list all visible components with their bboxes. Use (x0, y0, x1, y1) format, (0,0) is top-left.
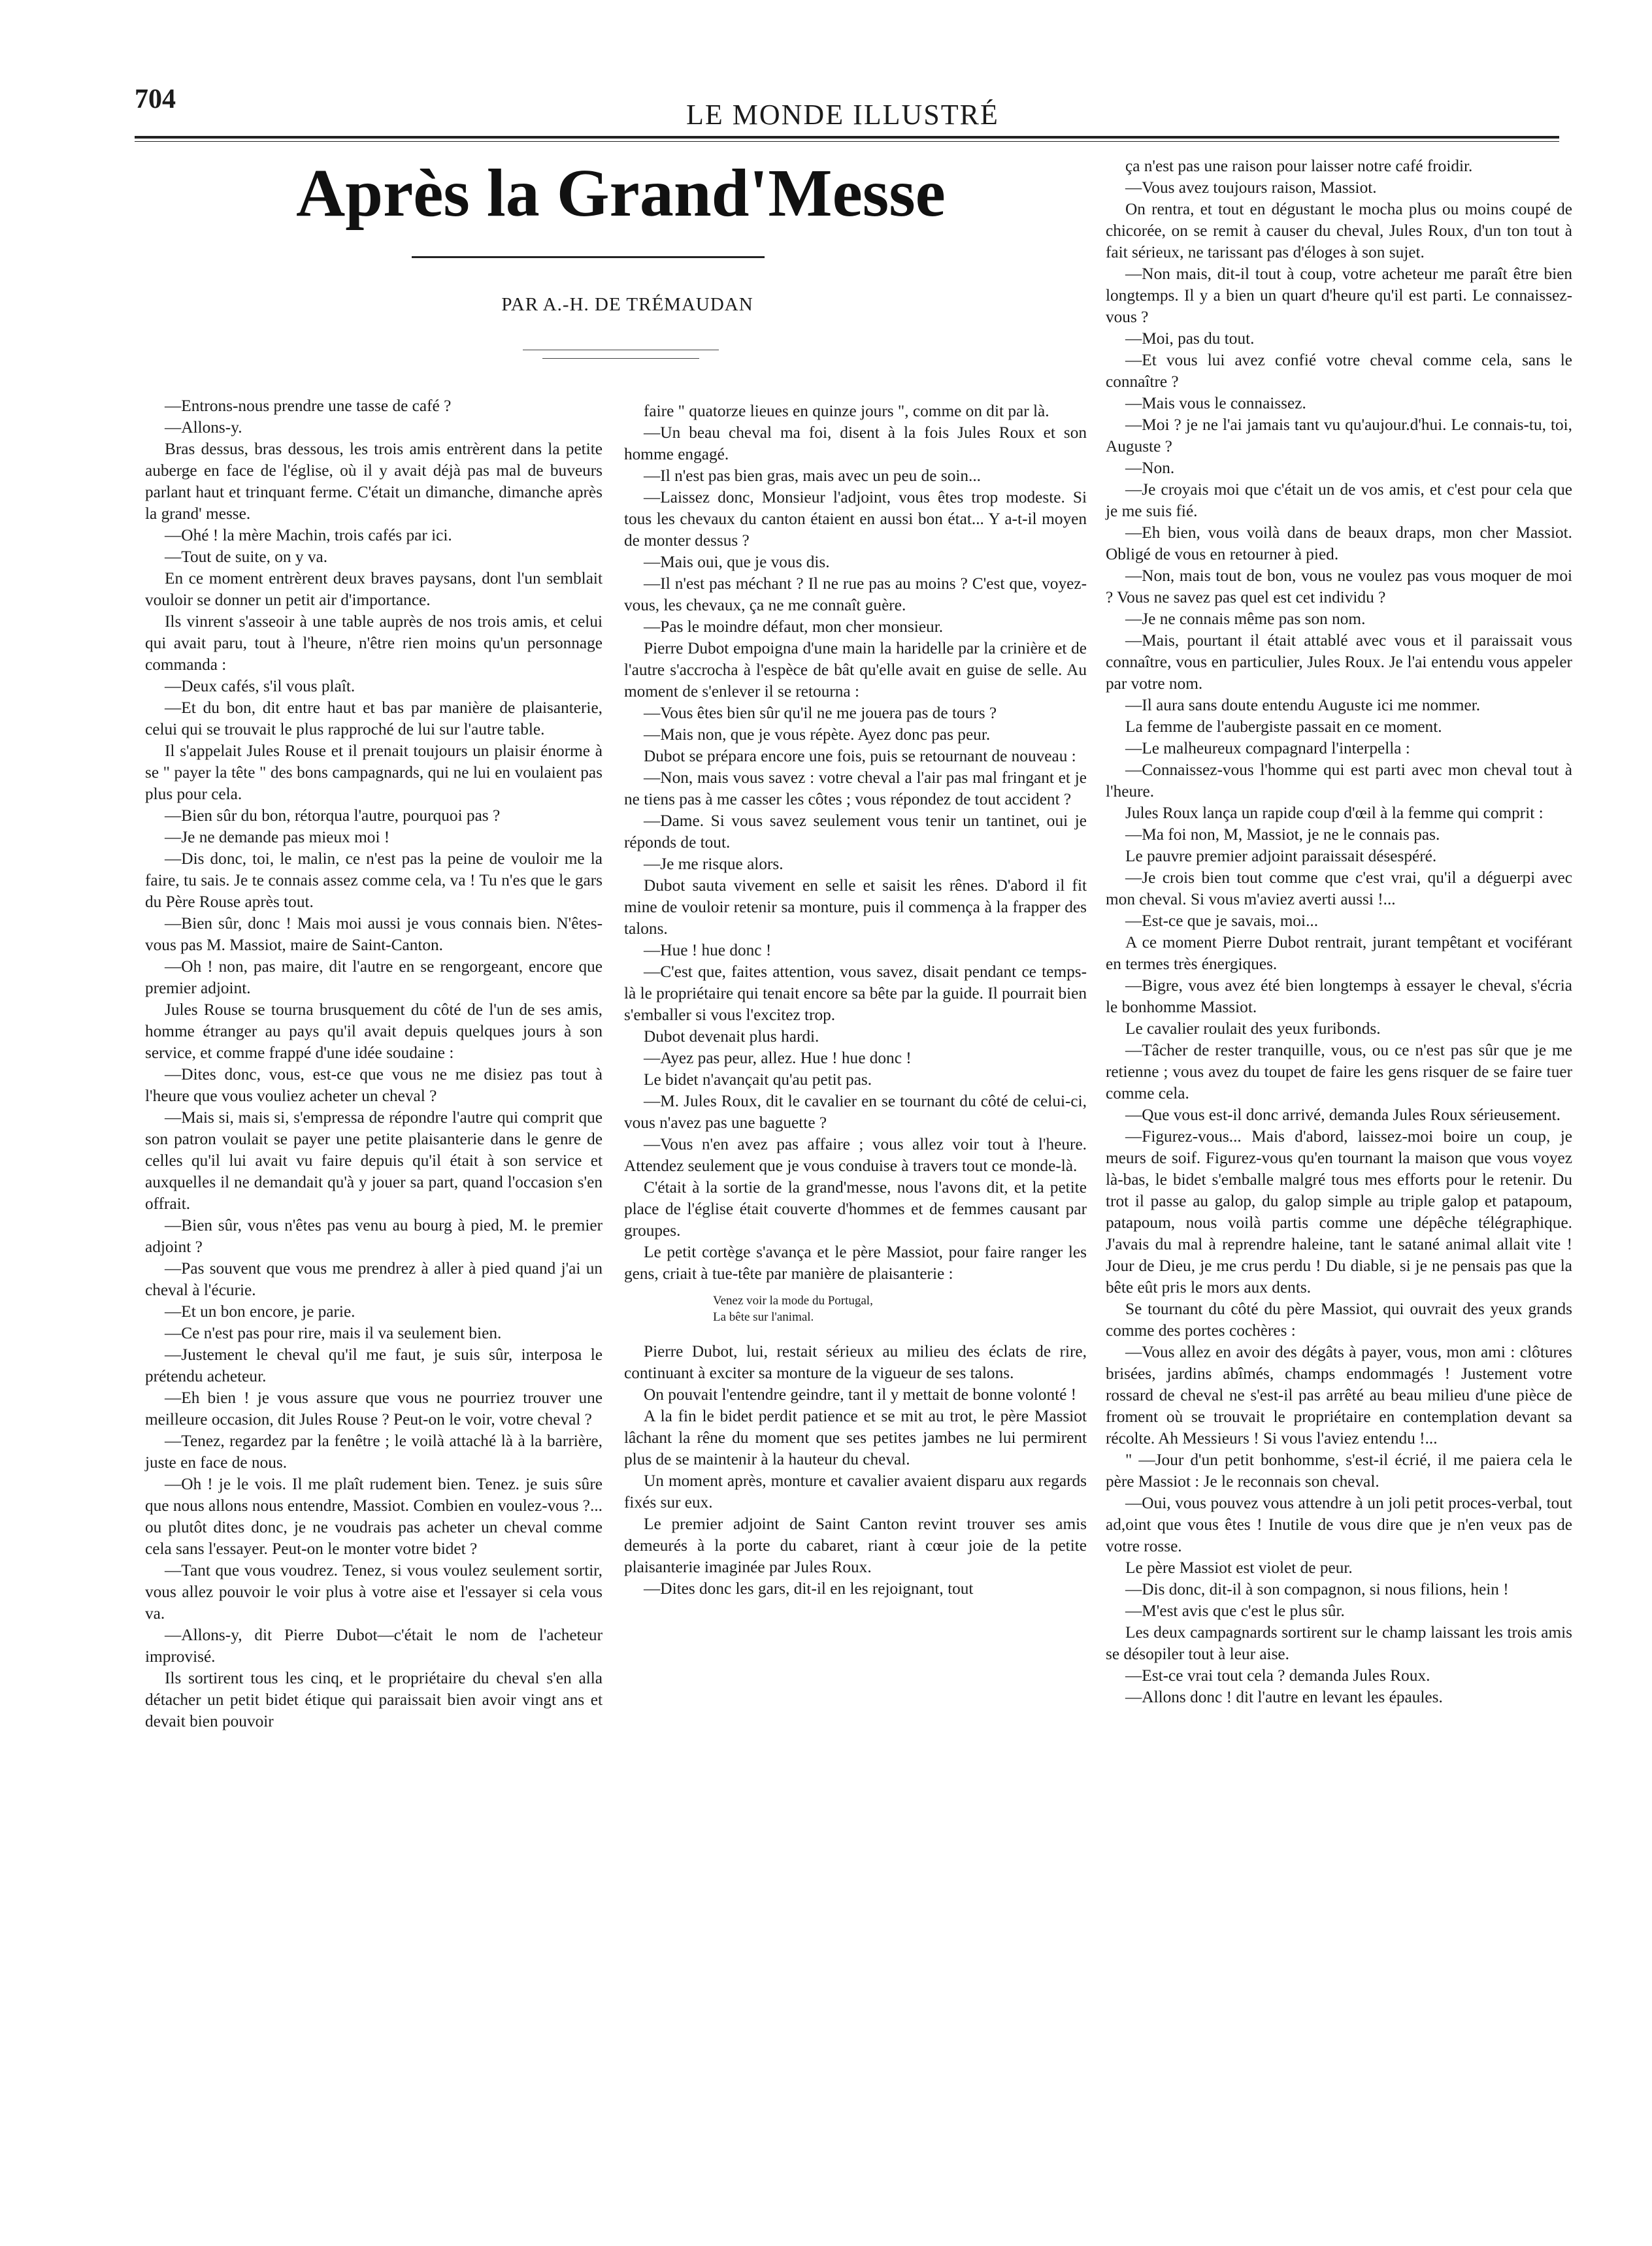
paragraph: Un moment après, monture et cavalier avaient disparu aux regards fixés sur eux. (624, 1472, 1087, 1511)
paragraph: —Mais non, que je vous répète. Ayez donc pas peur. (644, 725, 991, 744)
paragraph: —Je me risque alors. (644, 855, 784, 873)
paragraph: —Vous allez en avoir des dégâts à payer, vous, mon ami : clôtures brisées, jardins abîmés, champs endommagés ! Justement votre rossard de cheval ne s'est-il pas arrêté au beau milieu d'une pièce de froment où se trouvait le propriétaire en contemplation devant sa récolte. Ah Messieurs ! Si vous l'aviez entendu !... (1106, 1343, 1572, 1447)
paragraph: —Mais vous le connaissez. (1125, 394, 1306, 412)
paragraph: —M. Jules Roux, dit le cavalier en se tournant du côté de celui-ci, vous n'avez pas une baguette ? (624, 1092, 1087, 1132)
paragraph: —Mais, pourtant il était attablé avec vous et il paraissait vous connaître, vous en particulier, Jules Roux. Je l'ai entendu vous appeler par votre nom. (1106, 631, 1572, 693)
paragraph: —Deux cafés, s'il vous plaît. (165, 677, 355, 695)
paragraph: Pierre Dubot, lui, restait sérieux au milieu des éclats de rire, continuant à exciter sa monture de la vigueur de ses talons. (624, 1342, 1087, 1382)
column-2-after-verse (624, 1341, 1087, 1600)
paragraph: —Eh bien, vous voilà dans de beaux draps, mon cher Massiot. Obligé de vous en retourner à pied. (1106, 523, 1572, 563)
paragraph: —Dis donc, dit-il à son compagnon, si nous filions, hein ! (1125, 1580, 1509, 1598)
paragraph: —Dites donc, vous, est-ce que vous ne me disiez pas tout à l'heure que vous vouliez acheter un cheval ? (145, 1065, 603, 1105)
paragraph: —Justement le cheval qu'il me faut, je suis sûr, interposa le prétendu acheteur. (145, 1346, 603, 1385)
paragraph: —Non mais, dit-il tout à coup, votre acheteur me paraît être bien longtemps. Il y a bien un quart d'heure qu'il est parti. Le connaissez-vous ? (1106, 265, 1572, 326)
paragraph: —Bien sûr, donc ! Mais moi aussi je vous connais bien. N'êtes-vous pas M. Massiot, maire de Saint-Canton. (145, 914, 603, 954)
paragraph: —Je ne demande pas mieux moi ! (165, 828, 390, 846)
paragraph: —Que vous est-il donc arrivé, demanda Jules Roux sérieusement. (1125, 1106, 1561, 1124)
paragraph: En ce moment entrèrent deux braves paysans, dont l'un semblait vouloir se donner un petit air d'importance. (145, 569, 603, 609)
paragraph: —Moi ? je ne l'ai jamais tant vu qu'aujour.d'hui. Le connais-tu, toi, Auguste ? (1106, 416, 1572, 455)
paragraph: faire " quatorze lieues en quinze jours ", comme on dit par là. (644, 402, 1049, 420)
verse-line: La bête sur l'animal. (713, 1310, 814, 1324)
paragraph: —Et vous lui avez confié votre cheval comme cela, sans le connaître ? (1106, 351, 1572, 391)
paragraph: —Il n'est pas méchant ? Il ne rue pas au moins ? C'est que, voyez-vous, les chevaux, ça ne me connaît guère. (624, 574, 1087, 614)
paragraph: On pouvait l'entendre geindre, tant il y mettait de bonne volonté ! (644, 1385, 1077, 1404)
header-rule (135, 136, 1559, 139)
byline: PAR A.-H. DE TRÉMAUDAN (501, 294, 753, 315)
paragraph: C'était à la sortie de la grand'messe, nous l'avons dit, et la petite place de l'église était couverte d'hommes et de femmes causant par groupes. (624, 1178, 1087, 1240)
paragraph: Le bidet n'avançait qu'au petit pas. (644, 1070, 872, 1089)
paragraph: —Dis donc, toi, le malin, ce n'est pas la peine de vouloir me la faire, tu sais. Je te connais assez comme cela, va ! Tu n'es que le gars du Père Rouse après tout. (145, 850, 603, 911)
paragraph: —Est-ce que je savais, moi... (1125, 912, 1319, 930)
paragraph: —Dame. Si vous savez seulement vous tenir un tantinet, oui je réponds de tout. (624, 812, 1087, 851)
paragraph: —Ayez pas peur, allez. Hue ! hue donc ! (644, 1049, 912, 1067)
verse-block (624, 1293, 1087, 1325)
paragraph: —Connaissez-vous l'homme qui est parti avec mon cheval tout à l'heure. (1106, 761, 1572, 801)
paragraph: —Bigre, vous avez été bien longtemps à essayer le cheval, s'écria le bonhomme Massiot. (1106, 976, 1572, 1016)
paragraph: —C'est que, faites attention, vous savez, disait pendant ce temps-là le propriétaire qui tenait encore sa bête par la guide. Il pourrait bien s'emballer si vous l'excitez trop. (624, 963, 1087, 1024)
paragraph: —Vous n'en avez pas affaire ; vous allez voir tout à l'heure. Attendez seulement que je vous conduise à travers tout ce monde-là. (624, 1135, 1087, 1175)
paragraph: —Tant que vous voudrez. Tenez, si vous voulez seulement sortir, vous allez pouvoir le voir plus à votre aise et l'essayer si cela vous va. (145, 1561, 603, 1623)
paragraph: —Moi, pas du tout. (1125, 329, 1255, 348)
page-number: 704 (135, 84, 176, 114)
paragraph: La femme de l'aubergiste passait en ce moment. (1125, 718, 1442, 736)
paragraph: —Oh ! je le vois. Il me plaît rudement bien. Tenez. je suis sûre que nous allons nous entendre, Massiot. Combien en voulez-vous ?... ou plutôt dites donc, je ne voudrais pas acheter un cheval comme cela sans l'essayer. Peut-on le monter votre bidet ? (145, 1475, 603, 1558)
paragraph: —M'est avis que c'est le plus sûr. (1125, 1602, 1345, 1620)
article-title: Après la Grand'Messe (296, 156, 946, 231)
paragraph: —Allons donc ! dit l'autre en levant les épaules. (1125, 1688, 1443, 1706)
paragraph: —Laissez donc, Monsieur l'adjoint, vous êtes trop modeste. Si tous les chevaux du canton étaient en aussi bon état... Y a-t-il moyen de monter dessus ? (624, 488, 1087, 550)
paragraph: —Je croyais moi que c'était un de vos amis, et c'est pour cela que je me suis fié. (1106, 480, 1572, 520)
paragraph: —Non, mais tout de bon, vous ne voulez pas vous moquer de moi ? Vous ne savez pas quel est cet individu ? (1106, 567, 1572, 606)
paragraph: Le premier adjoint de Saint Canton revint trouver ses amis demeurés à la porte du cabaret, riant à cœur joie de la petite plaisanterie imaginée par Jules Roux. (624, 1515, 1087, 1576)
paragraph: Le pauvre premier adjoint paraissait désespéré. (1125, 847, 1437, 865)
paragraph: —Hue ! hue donc ! (644, 941, 772, 959)
paragraph: Jules Rouse se tourna brusquement du côté de l'un de ses amis, homme étranger au pays qu'il avait depuis quelques jours à son service, et comme frappé d'une idée soudaine : (145, 1000, 603, 1062)
paragraph: Dubot se prépara encore une fois, puis se retournant de nouveau : (644, 747, 1076, 765)
paragraph: —Bien sûr, vous n'êtes pas venu au bourg à pied, M. le premier adjoint ? (145, 1216, 603, 1256)
paragraph: —Il n'est pas bien gras, mais avec un peu de soin... (644, 467, 981, 485)
paragraph: —Je crois bien tout comme que c'est vrai, qu'il a déguerpi avec mon cheval. Si vous m'aviez averti aussi !... (1106, 868, 1572, 908)
paragraph: —Entrons-nous prendre une tasse de café ? (165, 397, 452, 415)
paragraph: —Mais si, mais si, s'empressa de répondre l'autre qui comprit que son patron voulait se payer une petite plaisanterie dans le genre de celles qu'il lui avait vu faire depuis qu'il était à son service et auxquelles il ne demandait qu'à y jouer sa part, quand l'occasion s'en offrait. (145, 1108, 603, 1213)
paragraph: Les deux campagnards sortirent sur le champ laissant les trois amis se désopiler tout à leur aise. (1106, 1623, 1572, 1663)
paragraph: —Bien sûr du bon, rétorqua l'autre, pourquoi pas ? (165, 806, 501, 825)
paragraph: Ils sortirent tous les cinq, et le propriétaire du cheval s'en alla détacher un petit bidet étique qui paraissait bien avoir vingt ans et devait bien pouvoir (145, 1669, 603, 1730)
paragraph: —Allons-y, dit Pierre Dubot—c'était le nom de l'acheteur improvisé. (145, 1626, 603, 1666)
ornament-rule (542, 358, 699, 359)
paragraph: —Un beau cheval ma foi, disent à la fois Jules Roux et son homme engagé. (624, 423, 1087, 463)
paragraph: —Mais oui, que je vous dis. (644, 553, 830, 571)
paragraph: Jules Roux lança un rapide coup d'œil à la femme qui comprit : (1125, 804, 1544, 822)
running-title: LE MONDE ILLUSTRÉ (686, 99, 999, 131)
paragraph: Le cavalier roulait des yeux furibonds. (1125, 1019, 1381, 1038)
title-rule (412, 256, 765, 258)
paragraph: —Pas souvent que vous me prendrez à aller à pied quand j'ai un cheval à l'écurie. (145, 1259, 603, 1299)
paragraph: A ce moment Pierre Dubot rentrait, jurant tempêtant et vociférant en termes très énergiques. (1106, 933, 1572, 973)
paragraph: " —Jour d'un petit bonhomme, s'est-il écrié, il me paiera cela le père Massiot : Je le reconnais son cheval. (1106, 1451, 1572, 1491)
paragraph: Bras dessus, bras dessous, les trois amis entrèrent dans la petite auberge en face de l'église, où il y avait déjà pas mal de buveurs parlant haut et trinquant ferme. C'était un dimanche, dimanche après la grand' messe. (145, 440, 603, 523)
paragraph: —Le malheureux compagnard l'interpella : (1125, 739, 1410, 757)
paragraph: —Vous avez toujours raison, Massiot. (1125, 178, 1377, 197)
paragraph: ça n'est pas une raison pour laisser notre café froidir. (1125, 157, 1473, 175)
verse-line: Venez voir la mode du Portugal, (713, 1294, 873, 1308)
paragraph: —Oh ! non, pas maire, dit l'autre en se rengorgeant, encore que premier adjoint. (145, 957, 603, 997)
paragraph: —Pas le moindre défaut, mon cher monsieur. (644, 618, 944, 636)
paragraph: —Je ne connais même pas son nom. (1125, 610, 1366, 628)
paragraph: Ils vinrent s'asseoir à une table auprès de nos trois amis, et celui qui avait paru, tout à l'heure, n'être rien moins qu'un personnage commanda : (145, 612, 603, 674)
column-1 (145, 395, 603, 1732)
column-2-before-verse (624, 401, 1087, 1285)
header-rule-thin (135, 141, 1559, 142)
paragraph: —Et du bon, dit entre haut et bas par manière de plaisanterie, celui qui se trouvait le plus rapproché de lui sur l'autre table. (145, 699, 603, 738)
paragraph: —Allons-y. (165, 418, 242, 437)
column-2 (624, 401, 1087, 1600)
paragraph: —Eh bien ! je vous assure que vous ne pourriez trouver une meilleure occasion, dit Jules Rouse ? Peut-on le voir, votre cheval ? (145, 1389, 603, 1429)
paragraph: On rentra, et tout en dégustant le mocha plus ou moins coupé de chicorée, on se remit à causer du cheval, Jules Roux, d'un ton tout à fait sérieux, ne tarissant pas d'éloges à son sujet. (1106, 200, 1572, 261)
paragraph: —Non. (1125, 459, 1175, 477)
paragraph: —Non, mais vous savez : votre cheval a l'air pas mal fringant et je ne tiens pas à me casser les côtes ; vous répondez de tout accident ? (624, 768, 1087, 808)
paragraph: Se tournant du côté du père Massiot, qui ouvrait des yeux grands comme des portes cochères : (1106, 1300, 1572, 1340)
paragraph: —Vous êtes bien sûr qu'il ne me jouera pas de tours ? (644, 704, 997, 722)
verse-lines (713, 1293, 1087, 1325)
paragraph: —Ma foi non, M, Massiot, je ne le connais pas. (1125, 825, 1440, 844)
column-3 (1106, 156, 1572, 1708)
paragraph: Il s'appelait Jules Rouse et il prenait toujours un plaisir énorme à se " payer la tête " des bons campagnards, qui ne lui en voulaient pas plus pour cela. (145, 742, 603, 803)
paragraph: Pierre Dubot empoigna d'une main la haridelle par la crinière et de l'autre s'accrocha à l'espèce de bât qu'elle avait en guise de selle. Au moment de s'enlever il se retourna : (624, 639, 1087, 701)
paragraph: —Il aura sans doute entendu Auguste ici me nommer. (1125, 696, 1481, 714)
paragraph: —Est-ce vrai tout cela ? demanda Jules Roux. (1125, 1666, 1430, 1685)
paragraph: Dubot sauta vivement en selle et saisit les rênes. D'abord il fit mine de vouloir retenir sa monture, puis il commença à la frapper des talons. (624, 876, 1087, 938)
paragraph: Dubot devenait plus hardi. (644, 1027, 819, 1046)
paragraph: —Tenez, regardez par la fenêtre ; le voilà attaché là à la barrière, juste en face de nous. (145, 1432, 603, 1472)
paragraph: —Ohé ! la mère Machin, trois cafés par ici. (165, 526, 452, 544)
paragraph: —Tâcher de rester tranquille, vous, ou ce n'est pas sûr que je me retienne ; vous avez du toupet de faire les gens risquer de se faire tuer comme cela. (1106, 1041, 1572, 1102)
paragraph: —Tout de suite, on y va. (165, 548, 328, 566)
paragraph: —Et un bon encore, je parie. (165, 1302, 355, 1321)
paragraph: Le petit cortège s'avança et le père Massiot, pour faire ranger les gens, criait à tue-tête par manière de plaisanterie : (624, 1243, 1087, 1283)
paragraph: Le père Massiot est violet de peur. (1125, 1559, 1353, 1577)
paragraph: —Dites donc les gars, dit-il en les rejoignant, tout (644, 1579, 974, 1598)
paragraph: A la fin le bidet perdit patience et se mit au trot, le père Massiot lâchant la rêne du moment que ses petites jambes ne lui permirent plus de se maintenir à la hauteur du cheval. (624, 1407, 1087, 1468)
paragraph: —Figurez-vous... Mais d'abord, laissez-moi boire un coup, je meurs de soif. Figurez-vous qu'en tournant la maison que vous voyez là-bas, le bidet s'emballe malgré tous mes efforts pour le retenir. Du trot il passe au galop, du galop simple au triple galop et patapoum, patapoum, nous voilà partis comme une dépêche télégraphique. J'avais du mal à reprendre haleine, tant le satané animal allait vite ! Jour de Dieu, je me crus perdu ! Du diable, si je ne pensais pas que la bête eût pris le mors aux dents. (1106, 1127, 1572, 1296)
paragraph: —Ce n'est pas pour rire, mais il va seulement bien. (165, 1324, 502, 1342)
paragraph: —Oui, vous pouvez vous attendre à un joli petit proces-verbal, tout ad,oint que vous êtes ! Inutile de vous dire que je n'en veux pas de votre rosse. (1106, 1494, 1572, 1555)
